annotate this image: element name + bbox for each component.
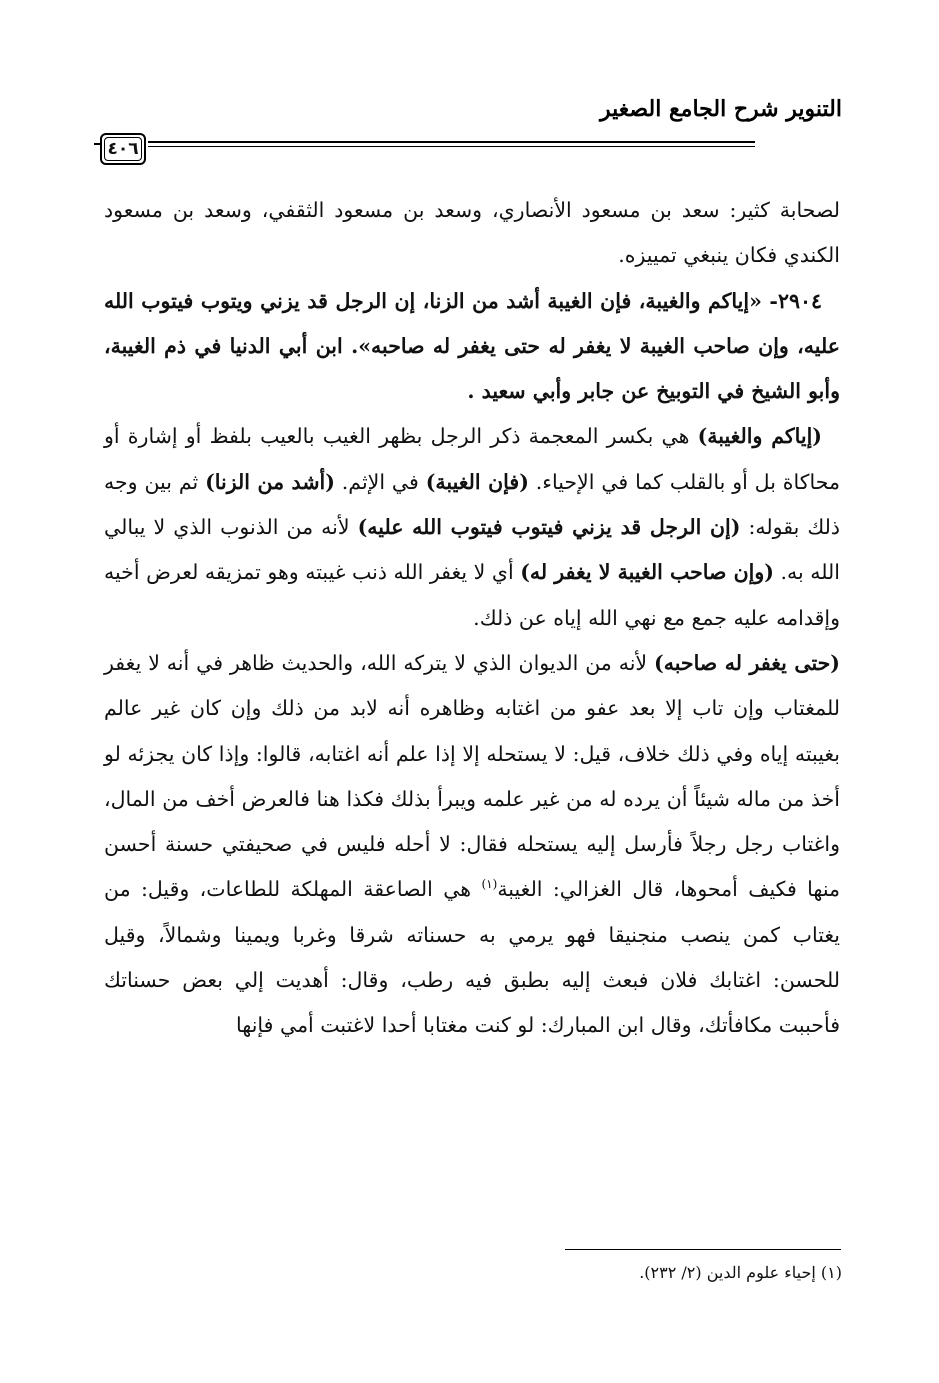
quoted-phrase: (حتى يغفر له صاحبه)	[654, 650, 840, 675]
commentary-text: هي بكسر المعجمة ذكر الرجل بظهر الغيب بالعيب بلفظ أو إشارة أو محاكاة بل أو بالقلب كما في الإحياء.	[104, 424, 840, 494]
footnote: (١) إحياء علوم الدين (٢/ ٢٣٢).	[639, 1263, 842, 1282]
commentary-text: هي الصاعقة المهلكة للطاعات، وقيل: من يغتاب كمن ينصب منجنيقا فهو يرمي به حسناته شرقا وغربا ويمينا وشمالاً، وقيل للحسن: اغتابك فلان فبعث إليه بطبق فيه رطب، وقال: أهديت إلي بعض حسناتك فأحببت مكافأتك، وقال ابن المبارك: لو كنت مغتابا أحدا لاغتبت أمي فإنها	[104, 877, 840, 1038]
page-number: ٤٠٦	[100, 133, 146, 165]
commentary-text: في الإثم.	[334, 469, 426, 494]
commentary-text: أي لا يغفر الله ذنب غيبته وهو تمزيقه لعرض أخيه وإقدامه عليه جمع مع نهي الله إياه عن ذلك.	[104, 560, 840, 630]
main-text	[104, 188, 840, 1049]
quoted-phrase: (إياكم والغيبة)	[697, 424, 822, 449]
footnote-separator	[565, 1249, 841, 1250]
commentary-text: ثم بين وجه ذلك بقوله:	[104, 469, 841, 540]
footnote-marker[interactable]: (١)	[481, 877, 498, 892]
quoted-phrase: (وإن صاحب الغيبة لا يغفر له)	[520, 560, 774, 585]
commentary-paragraph	[104, 414, 840, 640]
quoted-phrase: (فإن الغيبة)	[425, 469, 529, 494]
paragraph-intro: لصحابة كثير: سعد بن مسعود الأنصاري، وسعد بن مسعود الثقفي، وسعد بن مسعود الكندي فكان ينبغي تمييزه.	[104, 198, 840, 268]
commentary-text: لأنه من الديوان الذي لا يتركه الله، والحديث ظاهر في أنه لا يغفر للمغتاب وإن تاب إلا بعد عفو من اغتابه وظاهره أنه لابد من ذلك وإن كان غير عالم بغيبته إياه وفي ذلك خلاف، قيل: لا يستحله إلا إذا علم أنه اغتابه، قالوا: وإذا كان يجزئه لو أخذ من ماله شيئاً أن يرده له من غير علمه ويبرأ بذلك فكذا هنا فالعرض أخف من المال، واغتاب رجل رجلاً فأرسل إليه يستحله فقال: لا أحله فليس في صحيفتي حسنة أحسن منها فكيف أمحوها، قال الغزالي: الغيبة	[104, 650, 840, 902]
commentary-paragraph	[104, 641, 840, 1049]
quoted-phrase: (أشد من الزنا)	[205, 469, 335, 494]
header-rule	[148, 141, 755, 149]
quoted-phrase: (إن الرجل قد يزني فيتوب فيتوب الله عليه)	[357, 515, 741, 540]
commentary-text: لأنه من الذنوب الذي لا يبالي الله به.	[104, 515, 840, 585]
header-rule-thick	[148, 141, 755, 143]
running-title: التنوير شرح الجامع الصغير	[600, 96, 842, 122]
hadith-text: ٢٩٠٤- «إياكم والغيبة، فإن الغيبة أشد من الزنا، إن الرجل قد يزني ويتوب فيتوب الله عليه، وإن صاحب الغيبة لا يغفر له حتى يغفر له صاحبه». ابن أبي الدنيا في ذم الغيبة، وأبو الشيخ في التوبيخ عن جابر وأبي سعيد .	[104, 288, 840, 404]
header-rule-thin	[148, 146, 755, 147]
